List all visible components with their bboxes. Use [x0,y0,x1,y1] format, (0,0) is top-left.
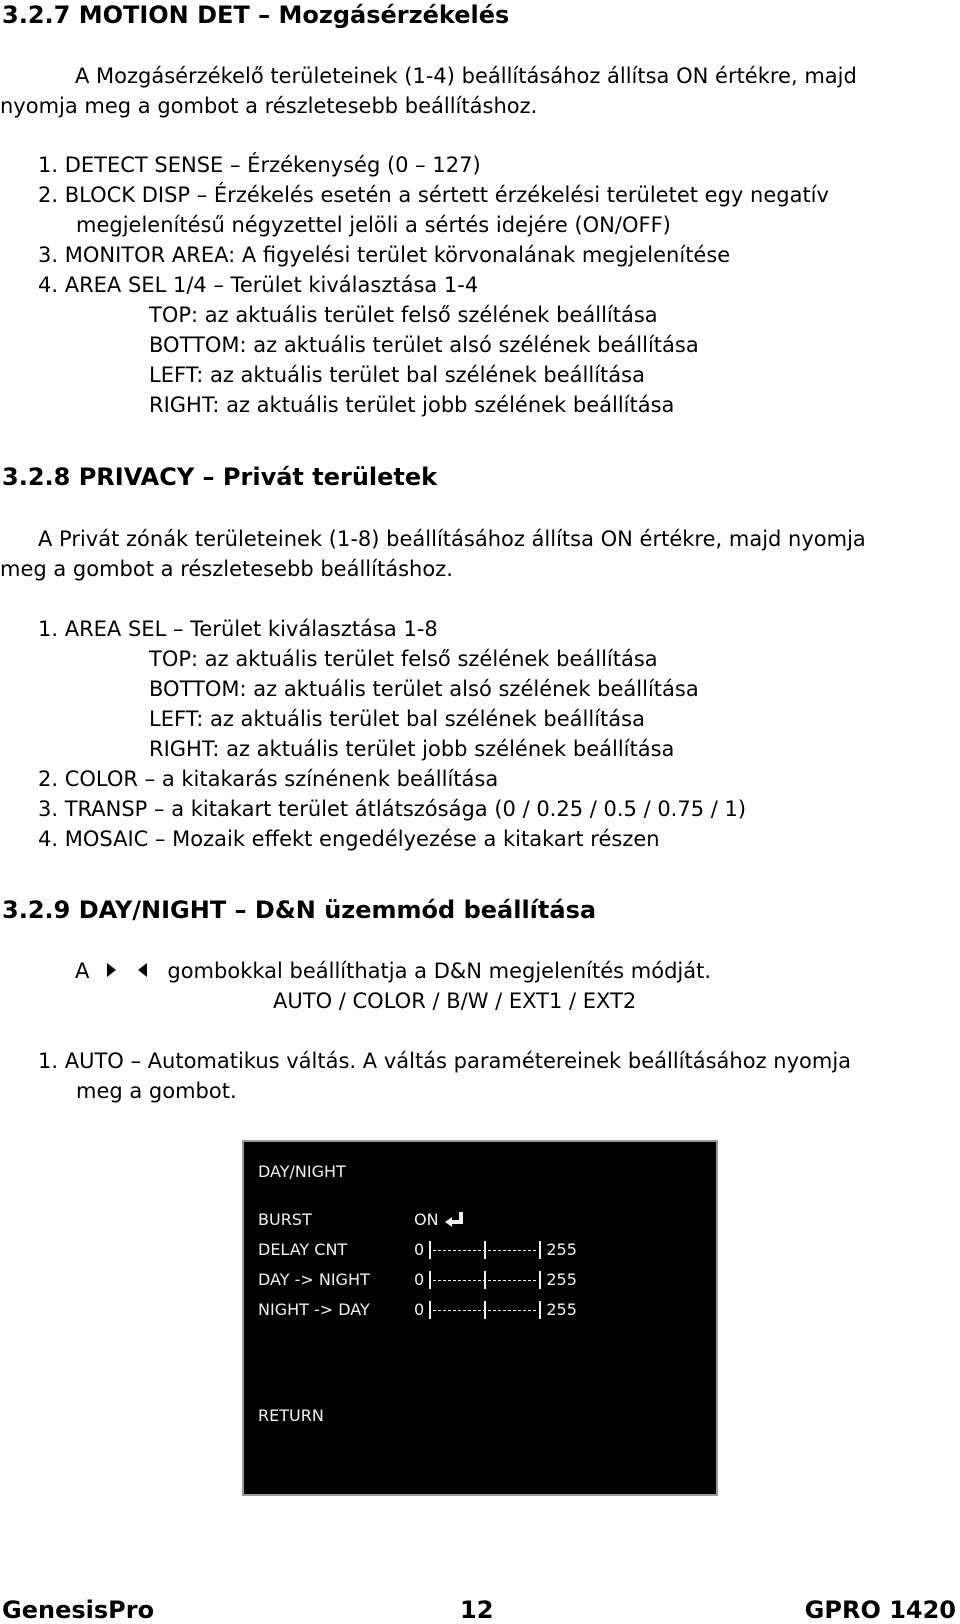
slider-dash [503,1250,506,1251]
slider-end-tick [539,1271,541,1289]
slider-dash [533,1310,536,1311]
slider-max: 255 [546,1270,577,1289]
motion-sub-left: LEFT: az aktuális terület bal szélének beállítása [149,363,645,387]
slider-dash [463,1310,466,1311]
slider-dash [443,1280,446,1281]
slider-dash [518,1280,521,1281]
slider-dash [488,1310,491,1311]
motion-intro-line-1: A Mozgásérzékelő területeinek (1-4) beállításához állítsa ON értékre, majd [75,64,857,88]
osd-label-day-to-night: DAY -> NIGHT [258,1270,370,1289]
slider-dash [468,1310,471,1311]
motion-sub-bottom: BOTTOM: az aktuális terület alsó szélének beállítása [149,333,699,357]
slider-end-tick [539,1301,541,1319]
slider-dash [523,1250,526,1251]
privacy-sub-right: RIGHT: az aktuális terület jobb szélének beállítása [149,737,675,761]
slider-dash [478,1250,481,1251]
slider-dash [533,1280,536,1281]
slider-dash [463,1280,466,1281]
daynight-line-text: gombokkal beállíthatja a D&N megjelenítés módját. [167,959,712,983]
osd-label-delay-cnt: DELAY CNT [258,1240,348,1259]
privacy-intro-line-1: A Privát zónák területeinek (1-8) beállításához állítsa ON értékre, majd nyomja [38,527,866,551]
slider-dash [493,1280,496,1281]
section-heading-day-night: 3.2.9 DAY/NIGHT – D&N üzemmód beállítása [2,896,597,924]
slider-end-tick [539,1241,541,1259]
slider-dash [533,1250,536,1251]
slider-track[interactable] [429,1300,541,1320]
slider-level-marker [484,1241,486,1259]
privacy-item-3: 3. TRANSP – a kitakart terület átlátszósága (0 / 0.25 / 0.5 / 0.75 / 1) [38,797,747,821]
slider-dash [433,1280,436,1281]
slider-dash [478,1280,481,1281]
slider-dash [473,1310,476,1311]
slider-dash [463,1250,466,1251]
section-heading-privacy: 3.2.8 PRIVACY – Privát területek [2,463,438,491]
slider-min: 0 [414,1300,425,1319]
slider-dash [508,1280,511,1281]
slider-dash [458,1310,461,1311]
slider-dash [528,1310,531,1311]
slider-dash [503,1280,506,1281]
slider-dash [438,1310,441,1311]
slider-dash [498,1280,501,1281]
motion-item-1: 1. DETECT SENSE – Érzékenység (0 – 127) [38,153,481,177]
slider-dash [523,1280,526,1281]
slider-dash [488,1280,491,1281]
slider-dash [493,1310,496,1311]
slider-dash [468,1280,471,1281]
slider-dash [473,1280,476,1281]
privacy-sub-bottom: BOTTOM: az aktuális terület alsó szélének beállítása [149,677,699,701]
slider-dash [458,1280,461,1281]
slider-dash [503,1310,506,1311]
arrow-left-icon [138,963,147,977]
privacy-sub-left: LEFT: az aktuális terület bal szélének beállítása [149,707,645,731]
slider-dash [438,1280,441,1281]
arrow-right-icon [107,963,116,977]
osd-return[interactable]: RETURN [258,1406,324,1425]
osd-label-night-to-day: NIGHT -> DAY [258,1300,370,1319]
osd-label-burst: BURST [258,1210,312,1229]
slider-dash [433,1250,436,1251]
slider-dash [448,1310,451,1311]
footer-page-number: 12 [460,1596,494,1624]
slider-dash [438,1250,441,1251]
daynight-line-prefix: A [75,959,90,983]
slider-dash [518,1310,521,1311]
motion-intro-line-2: nyomja meg a gombot a részletesebb beállításhoz. [0,94,538,118]
slider-dash [453,1310,456,1311]
motion-item-3: 3. MONITOR AREA: A figyelési terület körvonalának megjelenítése [38,243,731,267]
slider-dash [453,1250,456,1251]
slider-dash [468,1250,471,1251]
osd-slider-delay-cnt[interactable] [414,1240,577,1260]
privacy-item-4: 4. MOSAIC – Mozaik effekt engedélyezése a kitakart részen [38,827,660,851]
slider-dash [473,1250,476,1251]
slider-dash [508,1310,511,1311]
slider-dash [488,1250,491,1251]
slider-track[interactable] [429,1240,541,1260]
slider-level-marker [484,1271,486,1289]
motion-item-2-line-1: 2. BLOCK DISP – Érzékelés esetén a sértett érzékelési területet egy negatív [38,183,829,207]
motion-item-4: 4. AREA SEL 1/4 – Terület kiválasztása 1-4 [38,273,479,297]
slider-start-tick [429,1241,431,1259]
slider-min: 0 [414,1270,425,1289]
daynight-item-1-line-2: meg a gombot. [76,1079,237,1103]
privacy-item-1: 1. AREA SEL – Terület kiválasztása 1-8 [38,617,438,641]
footer-brand: GenesisPro [2,1596,155,1624]
slider-dash [498,1310,501,1311]
slider-level-marker [484,1301,486,1319]
slider-dash [478,1310,481,1311]
privacy-intro-line-2: meg a gombot a részletesebb beállításhoz. [0,557,453,581]
slider-max: 255 [546,1240,577,1259]
motion-sub-right: RIGHT: az aktuális terület jobb szélének beállítása [149,393,675,417]
osd-slider-night-to-day[interactable] [414,1300,577,1320]
slider-dash [443,1310,446,1311]
slider-dash [508,1250,511,1251]
slider-dash [513,1250,516,1251]
motion-item-2-line-2: megjelenítésű négyzettel jelöli a sértés idejére (ON/OFF) [76,213,671,237]
privacy-item-2: 2. COLOR – a kitakarás színénenk beállítása [38,767,499,791]
slider-start-tick [429,1301,431,1319]
osd-value-burst[interactable] [414,1210,465,1230]
osd-title: DAY/NIGHT [258,1162,346,1181]
section-heading-motion-det: 3.2.7 MOTION DET – Mozgásérzékelés [2,1,510,29]
footer-model: GPRO 1420 [804,1596,956,1624]
slider-track[interactable] [429,1270,541,1290]
slider-dash [513,1310,516,1311]
slider-dash [513,1280,516,1281]
slider-min: 0 [414,1240,425,1259]
slider-dash [523,1310,526,1311]
enter-icon [445,1212,465,1226]
slider-dash [493,1250,496,1251]
slider-dash [453,1280,456,1281]
daynight-item-1-line-1: 1. AUTO – Automatikus váltás. A váltás paramétereinek beállításához nyomja [38,1049,852,1073]
daynight-options: AUTO / COLOR / B/W / EXT1 / EXT2 [273,989,637,1013]
osd-burst-value: ON [414,1210,439,1229]
slider-dash [448,1250,451,1251]
osd-menu-screen [242,1140,718,1496]
privacy-sub-top: TOP: az aktuális terület felső szélének beállítása [149,647,658,671]
slider-dash [443,1250,446,1251]
slider-dash [528,1250,531,1251]
slider-dash [498,1250,501,1251]
slider-dash [518,1250,521,1251]
slider-dash [528,1280,531,1281]
slider-max: 255 [546,1300,577,1319]
slider-dash [448,1280,451,1281]
motion-sub-top: TOP: az aktuális terület felső szélének beállítása [149,303,658,327]
slider-start-tick [429,1271,431,1289]
daynight-buttons-line [75,957,711,985]
osd-slider-day-to-night[interactable] [414,1270,577,1290]
slider-dash [458,1250,461,1251]
slider-dash [433,1310,436,1311]
